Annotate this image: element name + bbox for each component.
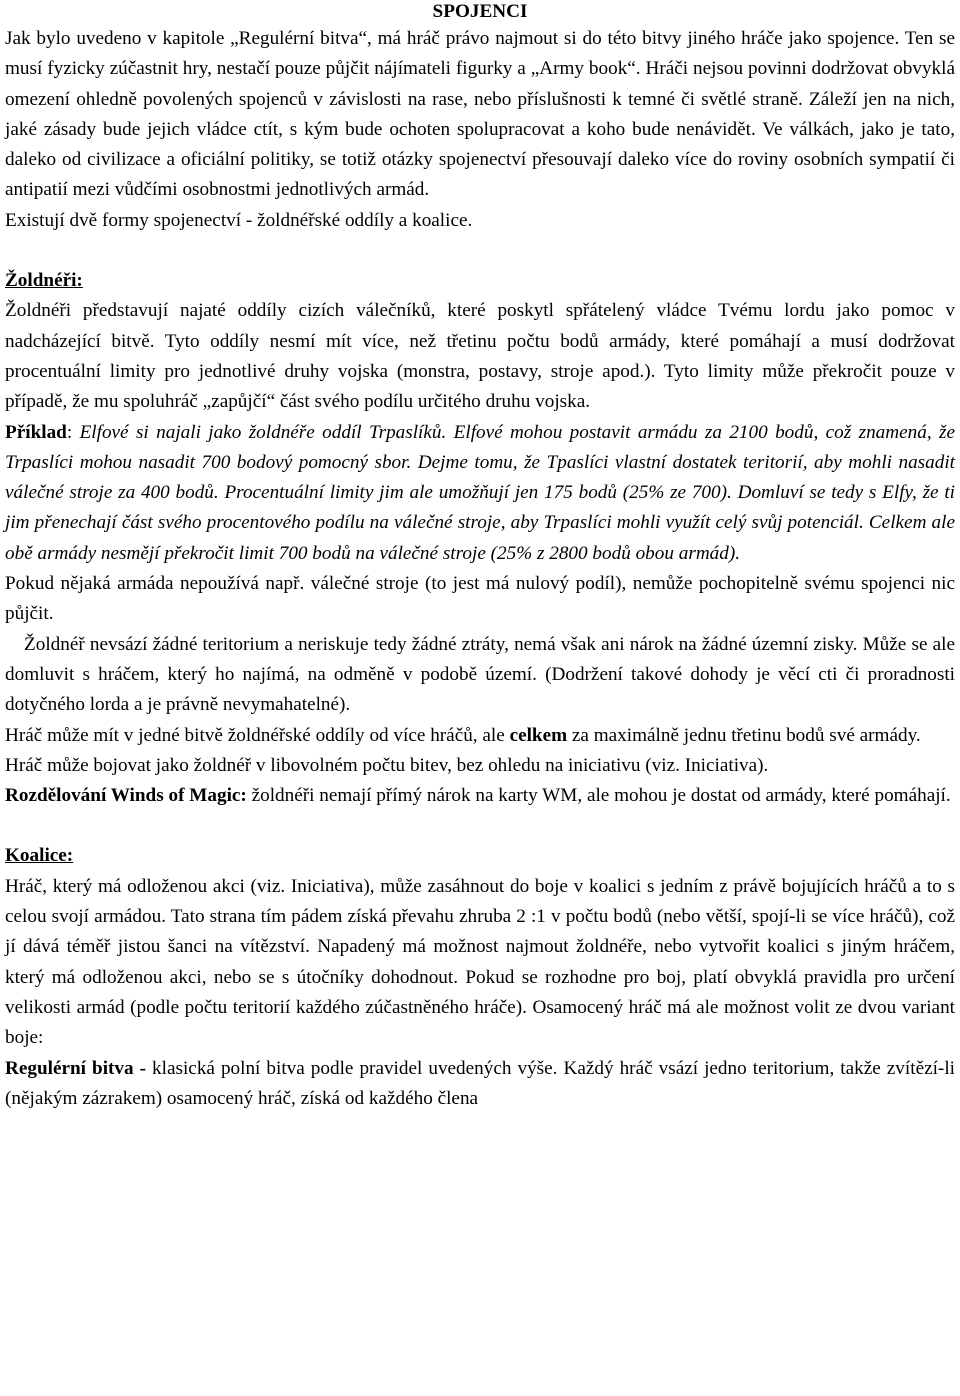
winds-of-magic-paragraph xyxy=(5,781,955,811)
section-spacer xyxy=(5,236,955,266)
coalition-section xyxy=(5,841,955,1114)
winds-of-magic-label: Rozdělování Winds of Magic: xyxy=(5,785,247,807)
mercenaries-section xyxy=(5,266,955,811)
mercenaries-paragraph-limit xyxy=(5,721,955,751)
intro-paragraph: Jak bylo uvedeno v kapitole „Regulérní bitva“, má hráč právo najmout si do této bitvy jiného hráče jako spojence. Ten se musí fyzicky zúčastnit hry, nestačí pouze půjčit nájímateli figurky a „Army book“. Hráči nejsou povinni dodržovat obvyklá omezení ohledně povolených spojenců v závislosti na rase, nebo příslušnosti k temné či světlé straně. Záleží jen na nich, jaké zásady bude jejich vládce ctít, s kým bude ochoten spolupracovat a koho bude nenávidět. Ve válkách, jako je tato, daleko od civilizace a oficiální politiky, se totiž otázky spojenectví přesouvají daleko více do roviny osobních sympatií či antipatií mezi vůdčími osobnostmi jednotlivých armád. xyxy=(5,28,955,201)
intro-paragraph-forms: Existují dvě formy spojenectví - žoldnéřské oddíly a koalice. xyxy=(5,209,473,231)
example-paragraph xyxy=(5,418,955,569)
page-title: SPOJENCI xyxy=(432,1,528,22)
coalition-paragraph: Hráč, který má odloženou akci (viz. Iniciativa), může zasáhnout do boje v koalici s jedním z právě bojujících hráčů a to s celou svojí armádou. Tato strana tím pádem získá převahu zhruba 2 :1 v počtu bodů (nebo větší, spojí-li se více hráčů), což jí dává téměř jistou šanci na vítězství. Napadený má možnost najmout žoldnéře, nebo vytvořit koalici s jiným hráčem, který má odloženou akci, nebo se s útočníky dohodnout. Pokud se rozhodne pro boj, platí obvyklá pravidla pro určení velikosti armád (podle počtu teritorií každého zúčastněného hráče). Osamocený hráč má ale možnost volit ze dvou variant boje: xyxy=(5,875,955,1049)
example-label: Příklad xyxy=(5,421,67,443)
limit-text-after: za maximálně jednu třetinu bodů své armády. xyxy=(567,724,921,746)
mercenaries-paragraph-initiative: Hráč může bojovat jako žoldnéř v libovolném počtu bitev, bez ohledu na iniciativu (viz. Iniciativa). xyxy=(5,754,769,776)
section-spacer xyxy=(5,811,955,841)
intro-section xyxy=(5,24,955,236)
limit-text-bold: celkem xyxy=(509,724,568,746)
winds-of-magic-text: žoldnéři nemají přímý nárok na karty WM, ale mohou je dostat od armády, které pomáhají. xyxy=(246,785,951,807)
coalition-heading: Koalice: xyxy=(5,845,74,867)
regular-battle-label: Regulérní bitva - xyxy=(5,1057,147,1079)
mercenaries-paragraph-territory: Žoldnéř nevsází žádné teritorium a neriskuje tedy žádné ztráty, nemá však ani nárok na žádné územní zisky. Může se ale domluvit s hráčem, který ho najímá, na odměně v podobě území. (Dodržení takové dohody je věcí cti či proradnosti dotyčného lorda a je právně nevymahatelné). xyxy=(5,633,955,716)
example-colon: : xyxy=(66,421,80,443)
example-text: Elfové si najali jako žoldnéře oddíl Trpaslíků. Elfové mohou postavit armádu za 2100 bodů, což znamená, že Trpaslíci mohou nasadit 700 bodový pomocný sbor. Dejme tomu, že Tpaslíci vlastní dostatek teritorií, aby mohli nasadit válečné stroje za 400 bodů. Procentuální limity jim ale umožňují jen 175 bodů (25% ze 700). Domluví se tedy s Elfy, že ti jim přenechají část svého procentového podílu na válečné stroje, aby Trpaslíci mohli využít celý svůj potenciál. Celkem ale obě armády nesmějí překročit limit 700 bodů na válečné stroje (25% z 2800 bodů obou armád). xyxy=(5,421,955,564)
mercenaries-heading: Žoldnéři: xyxy=(5,270,83,292)
regular-battle-paragraph xyxy=(5,1054,955,1115)
mercenaries-paragraph: Žoldnéři představují najaté oddíly cizích válečníků, které poskytl spřátelený vládce Tvému lordu jako pomoc v nadcházející bitvě. Tyto oddíly nesmí mít více, než třetinu počtu bodů armády, které pomáhají a musí dodržovat procentuální limity pro jednotlivé druhy vojska (monstra, postavy, stroje apod.). Tyto limity může překročit pouze v případě, že mu spoluhráč „zapůjčí“ část svého podílu určitého druhu vojska. xyxy=(5,300,955,413)
limit-text-before: Hráč může mít v jedné bitvě žoldnéřské oddíly od více hráčů, ale xyxy=(5,724,510,746)
regular-battle-text: klasická polní bitva podle pravidel uvedených výše. Každý hráč vsází jedno teritorium, takže zvítězí-li (nějakým zázrakem) osamocený hráč, získá od každého člena xyxy=(5,1057,955,1109)
mercenaries-paragraph-lending: Pokud nějaká armáda nepoužívá např. válečné stroje (to jest má nulový podíl), nemůže pochopitelně svému spojenci nic půjčit. xyxy=(5,573,955,625)
